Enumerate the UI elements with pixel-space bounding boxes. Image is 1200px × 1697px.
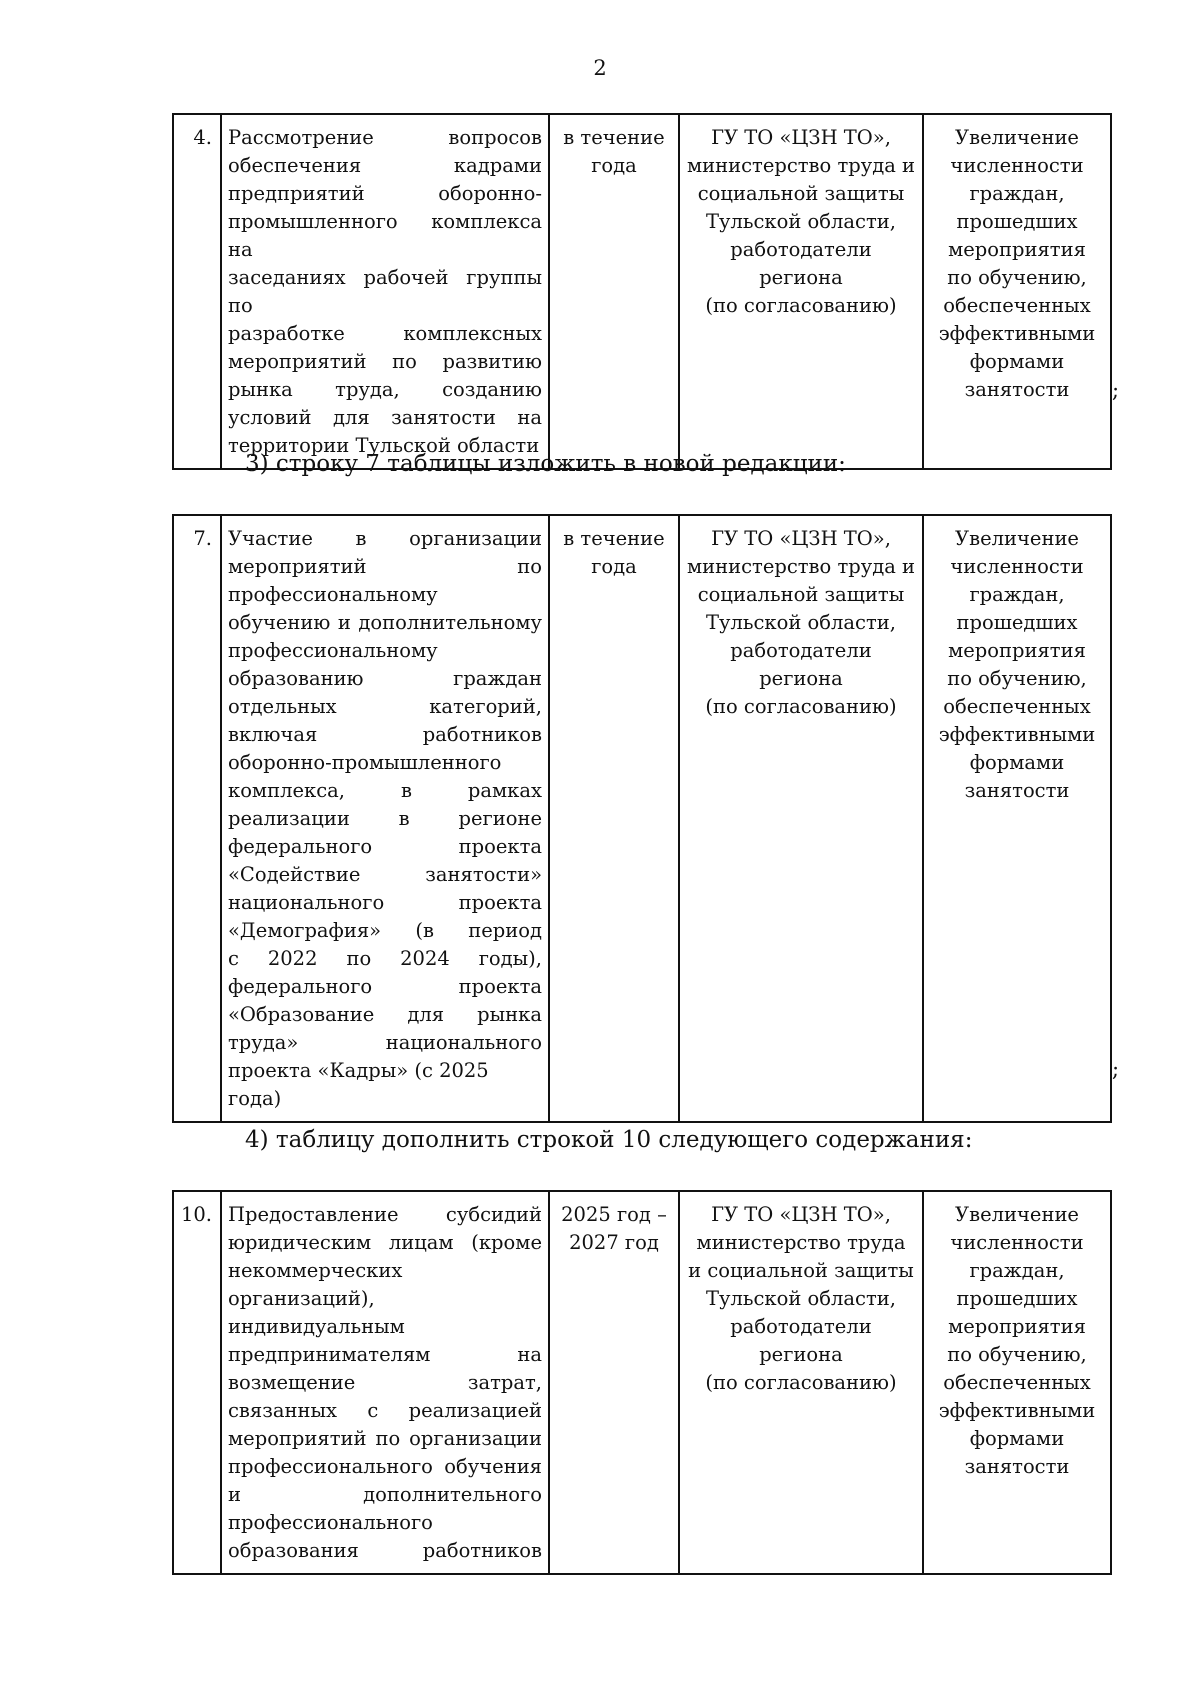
- text-line: отдельных категорий,: [228, 695, 542, 718]
- text-line: «Демография» (в период: [228, 919, 542, 942]
- table-row-10: [172, 1190, 1112, 1575]
- text-line: организаций),: [228, 1287, 375, 1310]
- result-cell: [923, 114, 1111, 469]
- term-line: года: [591, 154, 637, 177]
- result-line: граждан,: [969, 583, 1065, 606]
- executor-line: ГУ ТО «ЦЗН ТО»,: [711, 527, 891, 550]
- term-line: 2025 год –: [561, 1203, 667, 1226]
- result-cell: [923, 515, 1111, 1122]
- result-line: по обучению,: [947, 1343, 1087, 1366]
- text-line: предприятий оборонно-: [228, 182, 542, 205]
- executor-line: работодатели региона: [730, 639, 872, 690]
- text-line: профессиональному: [228, 583, 438, 606]
- text-line: Участие в организации: [228, 527, 542, 550]
- trailing-semicolon: ;: [1112, 1057, 1120, 1081]
- executor-line: министерство труда и: [686, 555, 916, 578]
- result-line: формами: [969, 1427, 1065, 1450]
- text-line: некоммерческих: [228, 1259, 403, 1282]
- text-line: обеспечения кадрами: [228, 154, 542, 177]
- executor-line: и социальной защиты: [688, 1259, 914, 1282]
- text-line: национального проекта: [228, 891, 542, 914]
- trailing-semicolon: ;: [1112, 378, 1120, 402]
- text-line: «Содействие занятости»: [228, 863, 542, 886]
- result-line: граждан,: [969, 182, 1065, 205]
- text-line: юридическим лицам (кроме: [228, 1231, 542, 1254]
- result-line: прошедших: [956, 210, 1078, 233]
- executor-line: министерство труда: [696, 1231, 906, 1254]
- executor-cell: [679, 515, 923, 1122]
- text-line: федерального проекта: [228, 975, 542, 998]
- text-line: рынка труда, созданию: [228, 378, 542, 401]
- text-line: проекта «Кадры» (с 2025 года): [228, 1059, 489, 1110]
- executor-line: Тульской области,: [706, 210, 896, 233]
- result-line: обеспеченных: [943, 1371, 1091, 1394]
- text-line: оборонно-промышленного: [228, 751, 502, 774]
- result-line: эффективными: [938, 723, 1096, 746]
- result-line: мероприятия: [948, 1315, 1086, 1338]
- executor-cell: [679, 1191, 923, 1574]
- row-number: 7.: [173, 515, 221, 1122]
- text-line: образованию граждан: [228, 667, 542, 690]
- result-line: прошедших: [956, 611, 1078, 634]
- text-line: профессионального: [228, 1511, 433, 1534]
- table-row-4: [172, 113, 1112, 470]
- executor-line: ГУ ТО «ЦЗН ТО»,: [711, 1203, 891, 1226]
- instruction-3: 3) строку 7 таблицы изложить в новой редакции:: [245, 451, 846, 477]
- row-number: 4.: [173, 114, 221, 469]
- text-line: с 2022 по 2024 годы),: [228, 947, 542, 970]
- text-line: обучению и дополнительному: [228, 611, 542, 634]
- text-line: комплекса, в рамках: [228, 779, 542, 802]
- result-line: численности: [950, 154, 1084, 177]
- executor-line: Тульской области,: [706, 1287, 896, 1310]
- text-line: образования работников: [228, 1539, 542, 1562]
- executor-line: (по согласованию): [705, 1371, 897, 1394]
- result-line: занятости: [964, 779, 1070, 802]
- result-line: эффективными: [938, 322, 1096, 345]
- executor-line: работодатели региона: [730, 238, 872, 289]
- executor-cell: [679, 114, 923, 469]
- result-line: обеспеченных: [943, 695, 1091, 718]
- text-line: разработке комплексных: [228, 322, 542, 345]
- text-line: мероприятий по развитию: [228, 350, 542, 373]
- instruction-4: 4) таблицу дополнить строкой 10 следующего содержания:: [245, 1127, 973, 1153]
- text-line: реализации в регионе: [228, 807, 542, 830]
- text-line: включая работников: [228, 723, 542, 746]
- measure-text: [221, 1191, 549, 1574]
- executor-line: ГУ ТО «ЦЗН ТО»,: [711, 126, 891, 149]
- text-line: Предоставление субсидий: [228, 1203, 542, 1226]
- result-line: мероприятия: [948, 639, 1086, 662]
- result-line: по обучению,: [947, 667, 1087, 690]
- executor-line: Тульской области,: [706, 611, 896, 634]
- text-line: индивидуальным: [228, 1315, 405, 1338]
- text-line: мероприятий по: [228, 555, 542, 578]
- executor-line: социальной защиты: [697, 583, 905, 606]
- executor-line: (по согласованию): [705, 695, 897, 718]
- table-row: [173, 515, 1111, 1122]
- text-line: предпринимателям на: [228, 1343, 542, 1366]
- term-line: 2027 год: [569, 1231, 659, 1254]
- result-line: по обучению,: [947, 266, 1087, 289]
- result-line: граждан,: [969, 1259, 1065, 1282]
- measure-text: [221, 515, 549, 1122]
- term-line: в течение: [563, 126, 665, 149]
- term-line: года: [591, 555, 637, 578]
- result-line: обеспеченных: [943, 294, 1091, 317]
- text-line: возмещение затрат,: [228, 1371, 542, 1394]
- text-line: профессиональному: [228, 639, 438, 662]
- text-line: условий для занятости на: [228, 406, 542, 429]
- text-line: «Образование для рынка: [228, 1003, 542, 1026]
- result-line: Увеличение: [955, 1203, 1079, 1226]
- result-line: занятости: [964, 1455, 1070, 1478]
- text-line: и дополнительного: [228, 1483, 542, 1506]
- table-row: [173, 114, 1111, 469]
- term-line: в течение: [563, 527, 665, 550]
- text-line: заседаниях рабочей группы по: [228, 266, 542, 317]
- text-line: промышленного комплекса на: [228, 210, 542, 261]
- text-line: мероприятий по организации: [228, 1427, 542, 1450]
- term-cell: [549, 114, 679, 469]
- text-line: труда» национального: [228, 1031, 542, 1054]
- result-line: формами: [969, 751, 1065, 774]
- result-line: Увеличение: [955, 126, 1079, 149]
- table-row-7: [172, 514, 1112, 1123]
- result-line: занятости: [964, 378, 1070, 401]
- result-cell: [923, 1191, 1111, 1574]
- result-line: эффективными: [938, 1399, 1096, 1422]
- text-line: территории Тульской области: [228, 434, 540, 457]
- term-cell: [549, 1191, 679, 1574]
- executor-line: работодатели региона: [730, 1315, 872, 1366]
- result-line: Увеличение: [955, 527, 1079, 550]
- executor-line: министерство труда и: [686, 154, 916, 177]
- text-line: федерального проекта: [228, 835, 542, 858]
- text-line: связанных с реализацией: [228, 1399, 542, 1422]
- text-line: Рассмотрение вопросов: [228, 126, 542, 149]
- result-line: численности: [950, 555, 1084, 578]
- page-number: 2: [593, 56, 607, 80]
- result-line: мероприятия: [948, 238, 1086, 261]
- table-row: [173, 1191, 1111, 1574]
- result-line: прошедших: [956, 1287, 1078, 1310]
- row-number: 10.: [173, 1191, 221, 1574]
- result-line: формами: [969, 350, 1065, 373]
- result-line: численности: [950, 1231, 1084, 1254]
- executor-line: (по согласованию): [705, 294, 897, 317]
- text-line: профессионального обучения: [228, 1455, 542, 1478]
- executor-line: социальной защиты: [697, 182, 905, 205]
- term-cell: [549, 515, 679, 1122]
- measure-text: [221, 114, 549, 469]
